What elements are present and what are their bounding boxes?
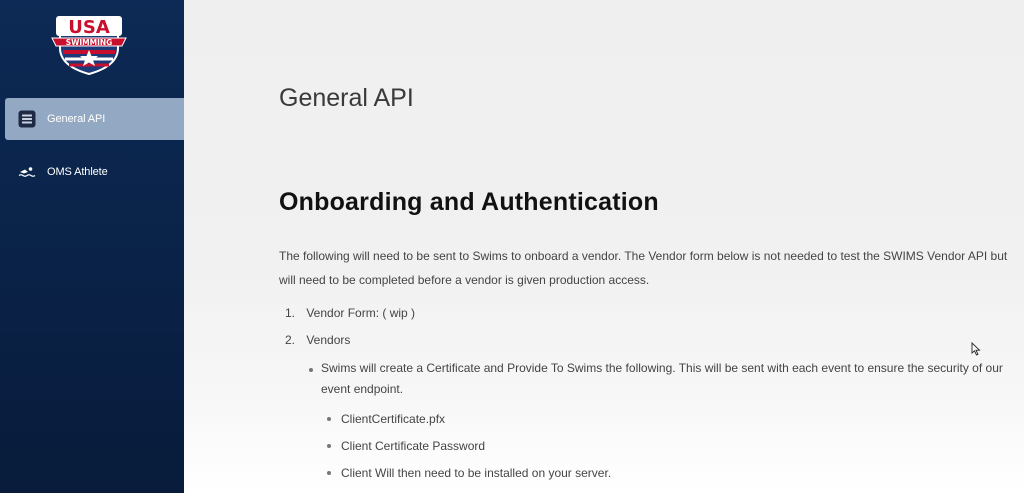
bullet-dot [309,368,313,372]
list-number: 2. [285,333,296,347]
swimmer-icon [18,163,36,181]
content-area [184,0,1024,493]
sidebar-item-label: OMS Athlete [47,166,108,178]
sidebar-item-oms-athlete[interactable] [5,151,195,193]
intro-paragraph: The following will need to be sent to Swims to onboard a vendor. The Vendor form below is not needed to test the SWIMS Vendor API but will need to be completed before a vendor is given production access. [279,249,1008,287]
sidebar [0,0,184,493]
list-text: Vendor Form: ( wip ) [306,306,416,320]
sidebar-item-general-api[interactable] [5,98,195,140]
list-item-vendor-form [285,306,415,320]
usa-swimming-logo[interactable] [50,12,128,76]
list-text: Vendors [306,333,351,347]
sidebar-item-label: General API [47,113,106,125]
list-item-vendors [285,333,350,347]
sub-bullet-item: ClientCertificate.pfx [341,412,446,426]
bullet-dot [327,444,331,448]
logo-text-top: USA [68,17,110,38]
sub-bullet-item: Client Certificate Password [341,439,486,453]
sub-bullet-item: Client Will then need to be installed on your server. [341,466,612,480]
list-icon [18,110,36,128]
logo-text-bottom: SWIMMING [65,38,113,47]
page-title: General API [279,84,414,112]
bullet-dot [327,417,331,421]
mouse-cursor-icon [971,342,981,356]
bullet-dot [327,471,331,475]
vendor-bullet: Swims will create a Certificate and Provide To Swims the following. This will be sent with each event to ensure the security of our event endpoint. [321,361,1003,396]
section-heading: Onboarding and Authentication [279,188,659,216]
list-number: 1. [285,306,296,320]
